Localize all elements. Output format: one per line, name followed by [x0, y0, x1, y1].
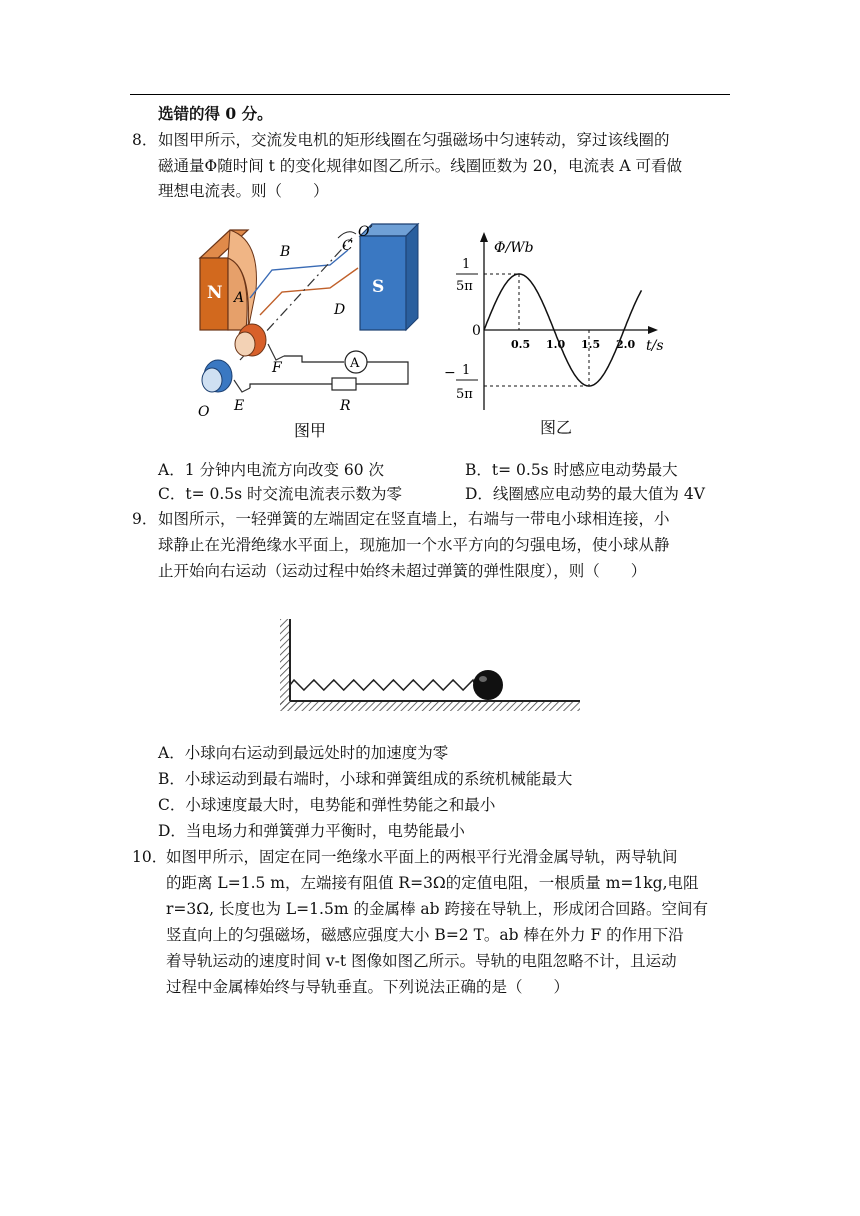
- q8-option-d: D．线圈感应电动势的最大值为 4V: [465, 485, 705, 503]
- q10-line-1: 如图甲所示，固定在同一绝缘水平面上的两根平行光滑金属导轨，两导轨间: [166, 848, 678, 866]
- q10-line-5: 着导轨运动的速度时间 v-t 图像如图乙所示。导轨的电阻忽略不计，且运动: [166, 952, 677, 970]
- q8-option-b: B．t= 0.5s 时感应电动势最大: [465, 461, 678, 479]
- fig-a-caption: 图甲: [294, 421, 327, 440]
- ammeter-label: A: [350, 356, 360, 371]
- q8-option-a: A．1 分钟内电流方向改变 60 次: [158, 461, 385, 479]
- e-label: E: [234, 398, 245, 414]
- q9-line-1: 如图所示，一轻弹簧的左端固定在竖直墙上，右端与一带电小球相连接，小: [158, 510, 670, 528]
- q8-option-c: C．t= 0.5s 时交流电流表示数为零: [158, 485, 403, 503]
- x-tick-label: 1.5: [581, 338, 601, 351]
- x-tick-label: 2.0: [616, 338, 636, 351]
- o-label: O: [198, 404, 210, 420]
- s-label: S: [372, 277, 385, 297]
- f-label: F: [272, 360, 282, 376]
- top-line: 选错的得 0 分。: [158, 104, 273, 123]
- q8-line-2: 磁通量Φ随时间 t 的变化规律如图乙所示。线圈匝数为 20，电流表 A 可看做: [158, 157, 682, 175]
- d-label: D: [334, 302, 346, 318]
- r-label: R: [340, 398, 351, 414]
- o-prime-label: O′: [358, 224, 373, 240]
- charged-ball: [473, 670, 503, 700]
- tick-neg-den: 5π: [456, 387, 473, 402]
- b-label: B: [280, 244, 291, 260]
- tick-pos-num: 1: [462, 257, 471, 272]
- q9-line-2: 球静止在光滑绝缘水平面上，现施加一个水平方向的匀强电场，使小球从静: [158, 536, 670, 554]
- origin-label: 0: [472, 323, 481, 339]
- y-axis-label: Φ/Wb: [494, 240, 534, 256]
- c-label: C: [342, 238, 353, 254]
- q10-number: 10．: [132, 848, 168, 866]
- q9-option-a: A．小球向右运动到最远处时的加速度为零: [158, 744, 449, 762]
- q10-line-2: 的距离 L=1.5 m，左端接有阻值 R=3Ω的定值电阻，一根质量 m=1kg,电阻: [166, 874, 699, 892]
- q10-line-4: 竖直向上的匀强磁场，磁感应强度大小 B=2 T。ab 棒在外力 F 的作用下沿: [166, 926, 684, 944]
- q9-number: 9．: [132, 510, 158, 528]
- x-tick-label: 1.0: [546, 338, 566, 351]
- q9-option-b: B．小球运动到最右端时，小球和弹簧组成的系统机械能最大: [158, 770, 573, 788]
- tick-pos-den: 5π: [456, 279, 473, 294]
- q10-line-3: r=3Ω, 长度也为 L=1.5m 的金属棒 ab 跨接在导轨上，形成闭合回路。空间有: [166, 900, 708, 918]
- q8-number: 8．: [132, 131, 158, 149]
- header-rule: [130, 94, 730, 95]
- spring-figure: [270, 615, 600, 715]
- x-tick-label: 0.5: [511, 338, 531, 351]
- q9-line-3: 止开始向右运动（运动过程中始终未超过弹簧的弹性限度），则（ ）: [158, 562, 647, 580]
- q9-option-c: C．小球速度最大时，电势能和弹性势能之和最小: [158, 796, 496, 814]
- fig-b-caption: 图乙: [540, 418, 573, 437]
- generator-figure: [190, 210, 420, 445]
- spring: [290, 680, 475, 690]
- tick-neg-sign: −: [444, 365, 456, 381]
- q10-line-6: 过程中金属棒始终与导轨垂直。下列说法正确的是（ ）: [166, 978, 570, 996]
- n-label: N: [207, 283, 223, 303]
- q8-line-1: 如图甲所示，交流发电机的矩形线圈在匀强磁场中匀速转动，穿过该线圈的: [158, 131, 670, 149]
- q8-line-3: 理想电流表。则（ ）: [158, 182, 329, 200]
- q9-option-d: D．当电场力和弹簧弹力平衡时，电势能最小: [158, 822, 465, 840]
- tick-neg-num: 1: [462, 363, 471, 378]
- flux-graph: [440, 232, 680, 442]
- x-axis-label: t/s: [646, 338, 664, 354]
- a-label: A: [234, 290, 245, 306]
